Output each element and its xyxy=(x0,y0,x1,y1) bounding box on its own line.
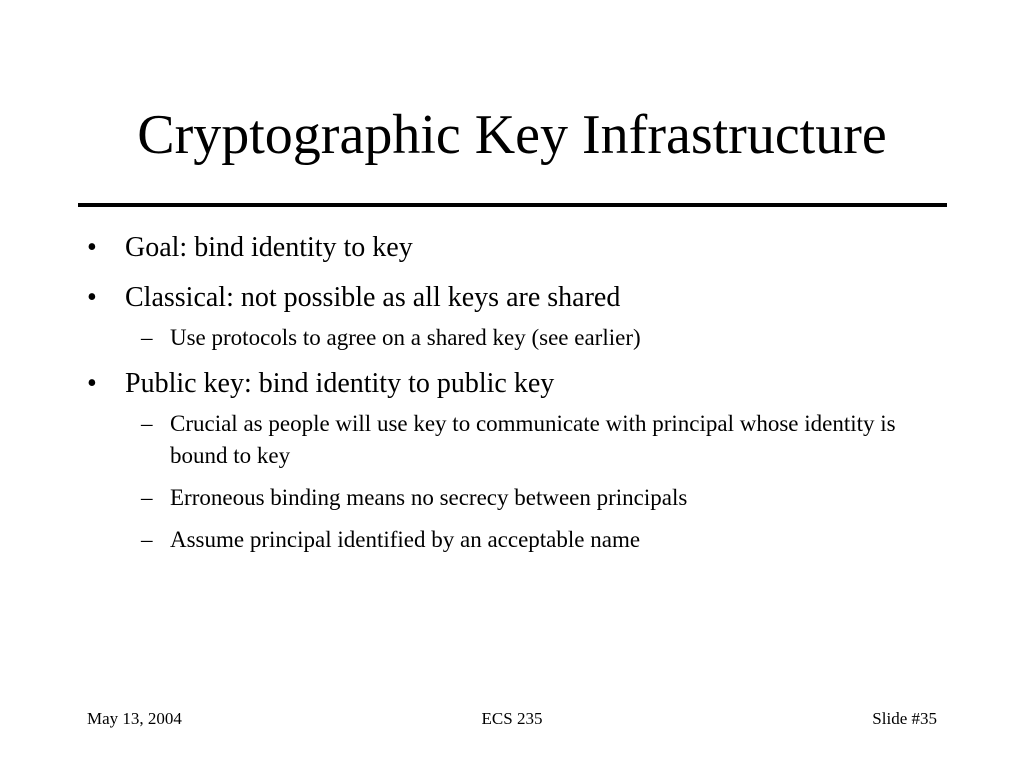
bullet-dot-icon: • xyxy=(87,282,97,313)
bullet-text: Public key: bind identity to public key xyxy=(125,368,555,399)
slide-title: Cryptographic Key Infrastructure xyxy=(137,104,887,166)
sub-bullet-text: Assume principal identified by an acceptable name xyxy=(170,527,641,552)
footer-slide-number: Slide #35 xyxy=(872,709,937,728)
sub-bullet-text: Erroneous binding means no secrecy between principals xyxy=(170,485,688,510)
footer-date: May 13, 2004 xyxy=(87,709,182,728)
dash-icon: – xyxy=(141,527,153,552)
dash-icon: – xyxy=(141,485,153,510)
sub-bullet-list xyxy=(0,322,1024,354)
sub-bullet-item xyxy=(0,408,910,472)
title-divider xyxy=(78,203,947,207)
bullet-list xyxy=(0,228,1024,566)
bullet-text: Classical: not possible as all keys are shared xyxy=(125,282,621,313)
footer-course: ECS 235 xyxy=(481,709,543,728)
bullet-item xyxy=(0,364,1024,404)
bullet-dot-icon: • xyxy=(87,368,97,399)
bullet-item xyxy=(0,228,1024,268)
sub-list-container xyxy=(0,408,1024,556)
bullet-dot-icon: • xyxy=(87,232,97,263)
dash-icon: – xyxy=(141,325,153,350)
sub-list-container xyxy=(0,322,1024,354)
dash-icon: – xyxy=(141,411,153,436)
sub-bullet-text: Crucial as people will use key to communicate with principal whose identity is bound to key xyxy=(170,411,896,468)
sub-bullet-item xyxy=(0,482,910,514)
bullet-item xyxy=(0,278,1024,318)
sub-bullet-list xyxy=(0,408,1024,556)
sub-bullet-item xyxy=(0,524,910,556)
sub-bullet-text: Use protocols to agree on a shared key (see earlier) xyxy=(170,325,641,350)
sub-bullet-item xyxy=(0,322,910,354)
bullet-text: Goal: bind identity to key xyxy=(125,232,413,263)
